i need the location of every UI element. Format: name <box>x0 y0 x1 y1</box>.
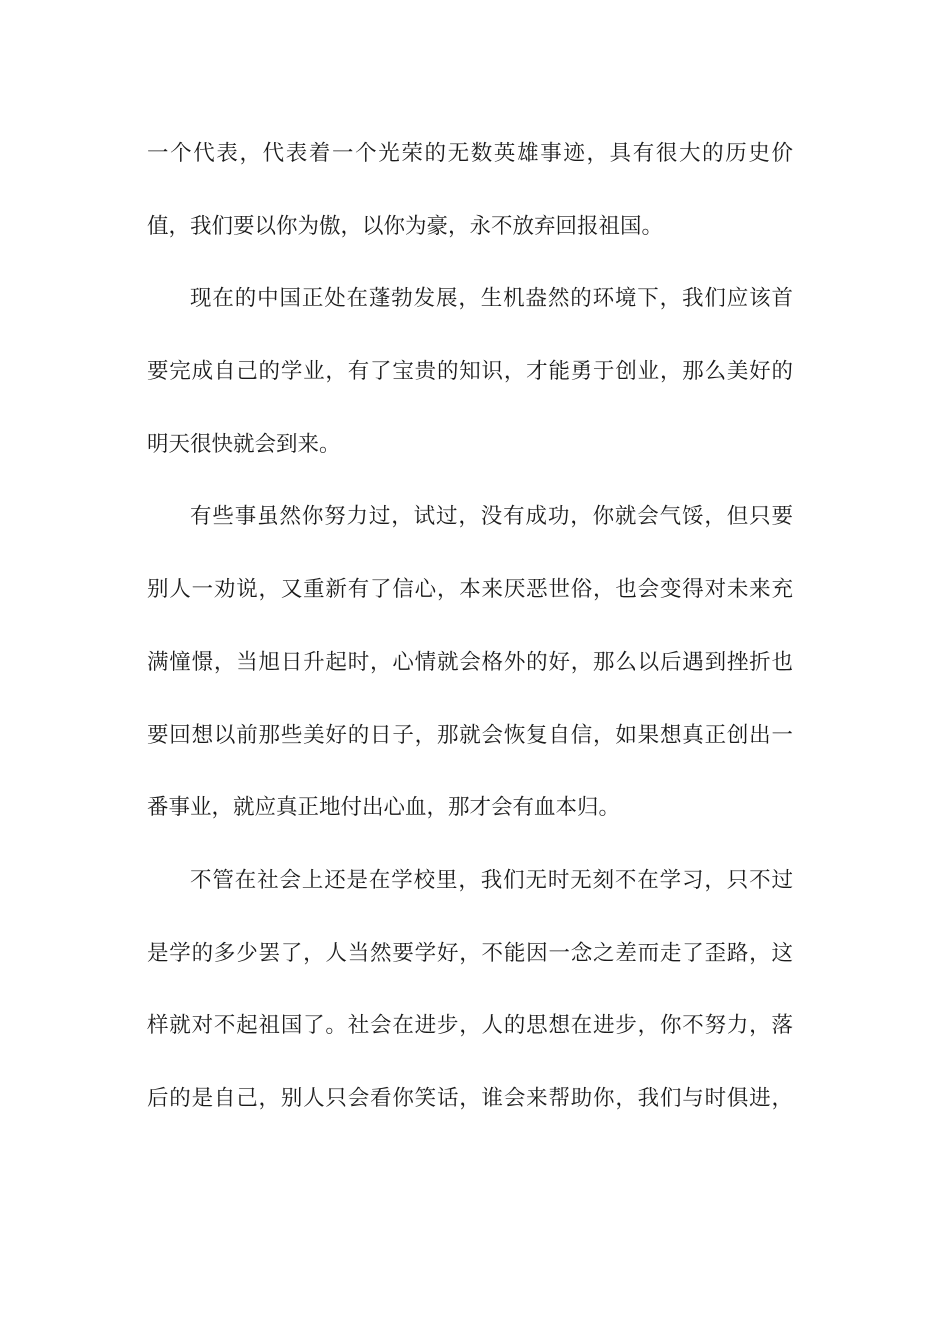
paragraph-start-line: 有些事虽然你努力过，试过，没有成功，你就会气馁，但只要 <box>190 504 793 530</box>
text-line: 值，我们要以你为傲，以你为豪，永不放弃回报祖国。 <box>147 213 664 239</box>
text-line: 要回想以前那些美好的日子，那就会恢复自信，如果想真正创出一 <box>147 722 793 748</box>
text-line: 明天很快就会到来。 <box>147 431 341 457</box>
text-line: 样就对不起祖国了。社会在进步，人的思想在进步，你不努力，落 <box>147 1013 793 1039</box>
paragraph-start-line: 现在的中国正处在蓬勃发展，生机盎然的环境下，我们应该首 <box>190 286 793 312</box>
text-line: 是学的多少罢了，人当然要学好，不能因一念之差而走了歪路，这 <box>147 940 793 966</box>
text-line: 一个代表，代表着一个光荣的无数英雄事迹，具有很大的历史价 <box>147 141 793 166</box>
paragraph-start-line: 不管在社会上还是在学校里，我们无时无刻不在学习，只不过 <box>190 867 793 893</box>
text-line: 要完成自己的学业，有了宝贵的知识，才能勇于创业，那么美好的 <box>147 359 793 385</box>
text-line: 别人一劝说，又重新有了信心，本来厌恶世俗，也会变得对未来充 <box>147 577 793 603</box>
body-text <box>147 118 793 1136</box>
text-line: 后的是自己，别人只会看你笑话，谁会来帮助你，我们与时俱进， <box>147 1085 793 1111</box>
text-line: 满憧憬，当旭日升起时，心情就会格外的好，那么以后遇到挫折也 <box>147 649 793 675</box>
text-line: 番事业，就应真正地付出心血，那才会有血本归。 <box>147 795 621 821</box>
